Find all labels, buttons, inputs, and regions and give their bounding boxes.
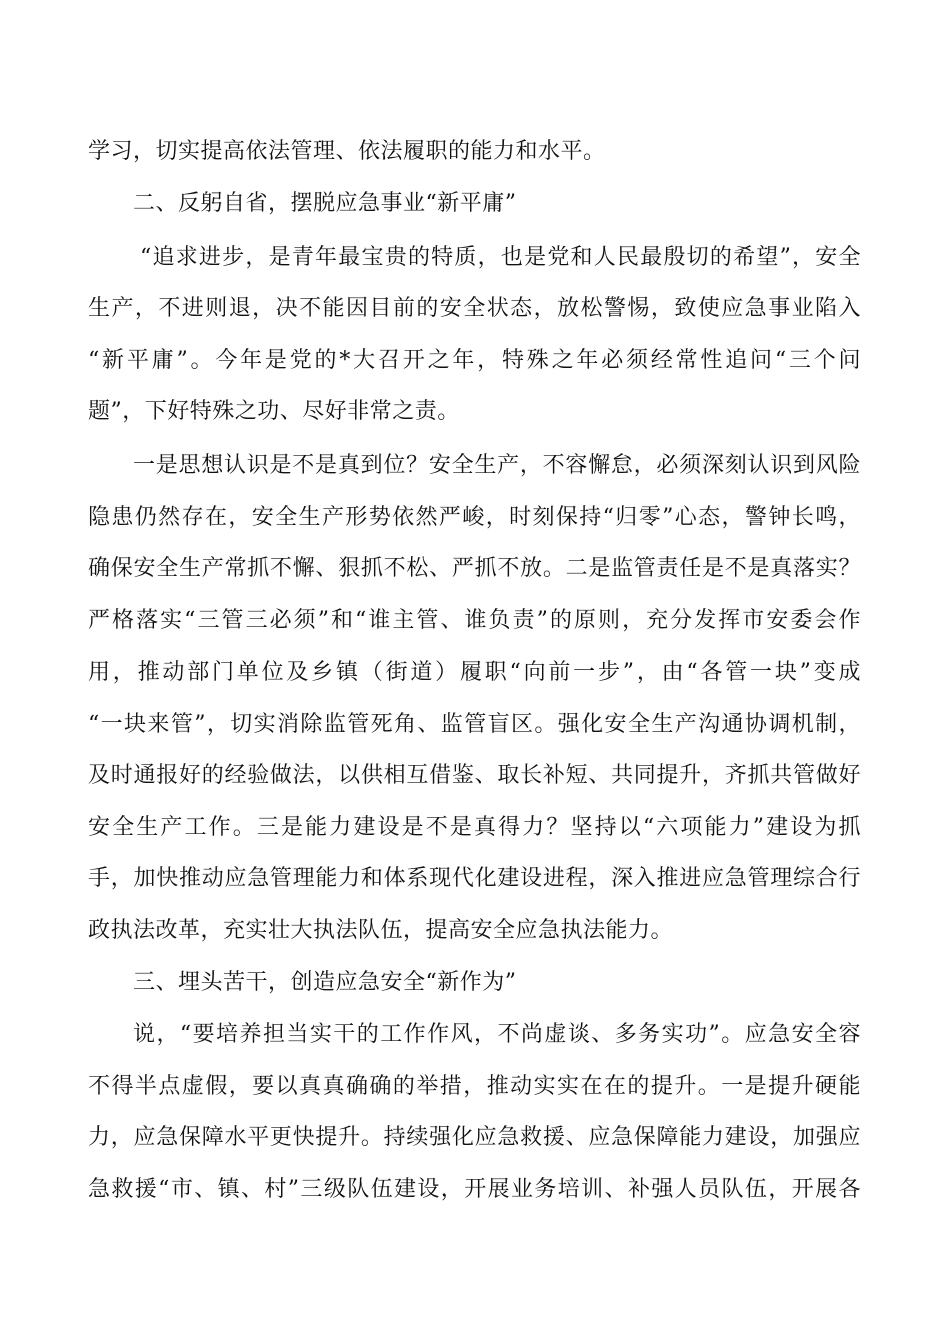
text-line: 一是思想认识是不是真到位？安全生产，不容懈怠，必须深刻认识到风险 bbox=[133, 453, 861, 478]
text-line: 说，“要培养担当实干的工作作风，不尚虚谈、多务实功”。应急安全容 bbox=[133, 1022, 861, 1047]
text-line: 及时通报好的经验做法，以供相互借鉴、取长补短、共同提升，齐抓共管做好 bbox=[88, 763, 861, 788]
text-line: 力，应急保障水平更快提升。持续强化应急救援、应急保障能力建设，加强应 bbox=[88, 1125, 861, 1150]
text-line: “新平庸”。今年是党的*大召开之年，特殊之年必须经常性追问“三个问 bbox=[88, 348, 861, 373]
text-line: 用，推动部门单位及乡镇（街道）履职“向前一步”，由“各管一块”变成 bbox=[88, 660, 861, 685]
text-line: 学习，切实提高依法管理、依法履职的能力和水平。 bbox=[88, 139, 606, 164]
section-heading: 二、反躬自省，摆脱应急事业“新平庸” bbox=[133, 191, 517, 216]
section-heading: 三、埋头苦干，创造应急安全“新作为” bbox=[133, 970, 517, 995]
text-line: “追求进步，是青年最宝贵的特质，也是党和人民最殷切的希望”，安全 bbox=[140, 245, 861, 270]
text-line: “一块来管”，切实消除监管死角、监管盲区。强化安全生产沟通协调机制， bbox=[88, 712, 861, 737]
text-line: 生产，不进则退，决不能因目前的安全状态，放松警惕，致使应急事业陷入 bbox=[88, 296, 861, 321]
text-line: 政执法改革，充实壮大执法队伍，提高安全应急执法能力。 bbox=[88, 918, 674, 943]
text-line: 确保安全生产常抓不懈、狠抓不松、严抓不放。二是监管责任是不是真落实？ bbox=[88, 556, 861, 581]
text-line: 安全生产工作。三是能力建设是不是真得力？坚持以“六项能力”建设为抓 bbox=[88, 815, 861, 840]
text-line: 严格落实“三管三必须”和“谁主管、谁负责”的原则，充分发挥市安委会作 bbox=[88, 608, 861, 633]
text-line: 手，加快推动应急管理能力和体系现代化建设进程，深入推进应急管理综合行 bbox=[88, 866, 861, 891]
text-line: 急救援“市、镇、村”三级队伍建设，开展业务培训、补强人员队伍，开展各 bbox=[88, 1177, 861, 1202]
text-line: 隐患仍然存在，安全生产形势依然严峻，时刻保持“归零”心态，警钟长鸣， bbox=[88, 505, 861, 530]
text-line: 不得半点虚假，要以真真确确的举措，推动实实在在的提升。一是提升硬能 bbox=[88, 1074, 861, 1099]
text-line: 题”，下好特殊之功、尽好非常之责。 bbox=[88, 399, 460, 424]
